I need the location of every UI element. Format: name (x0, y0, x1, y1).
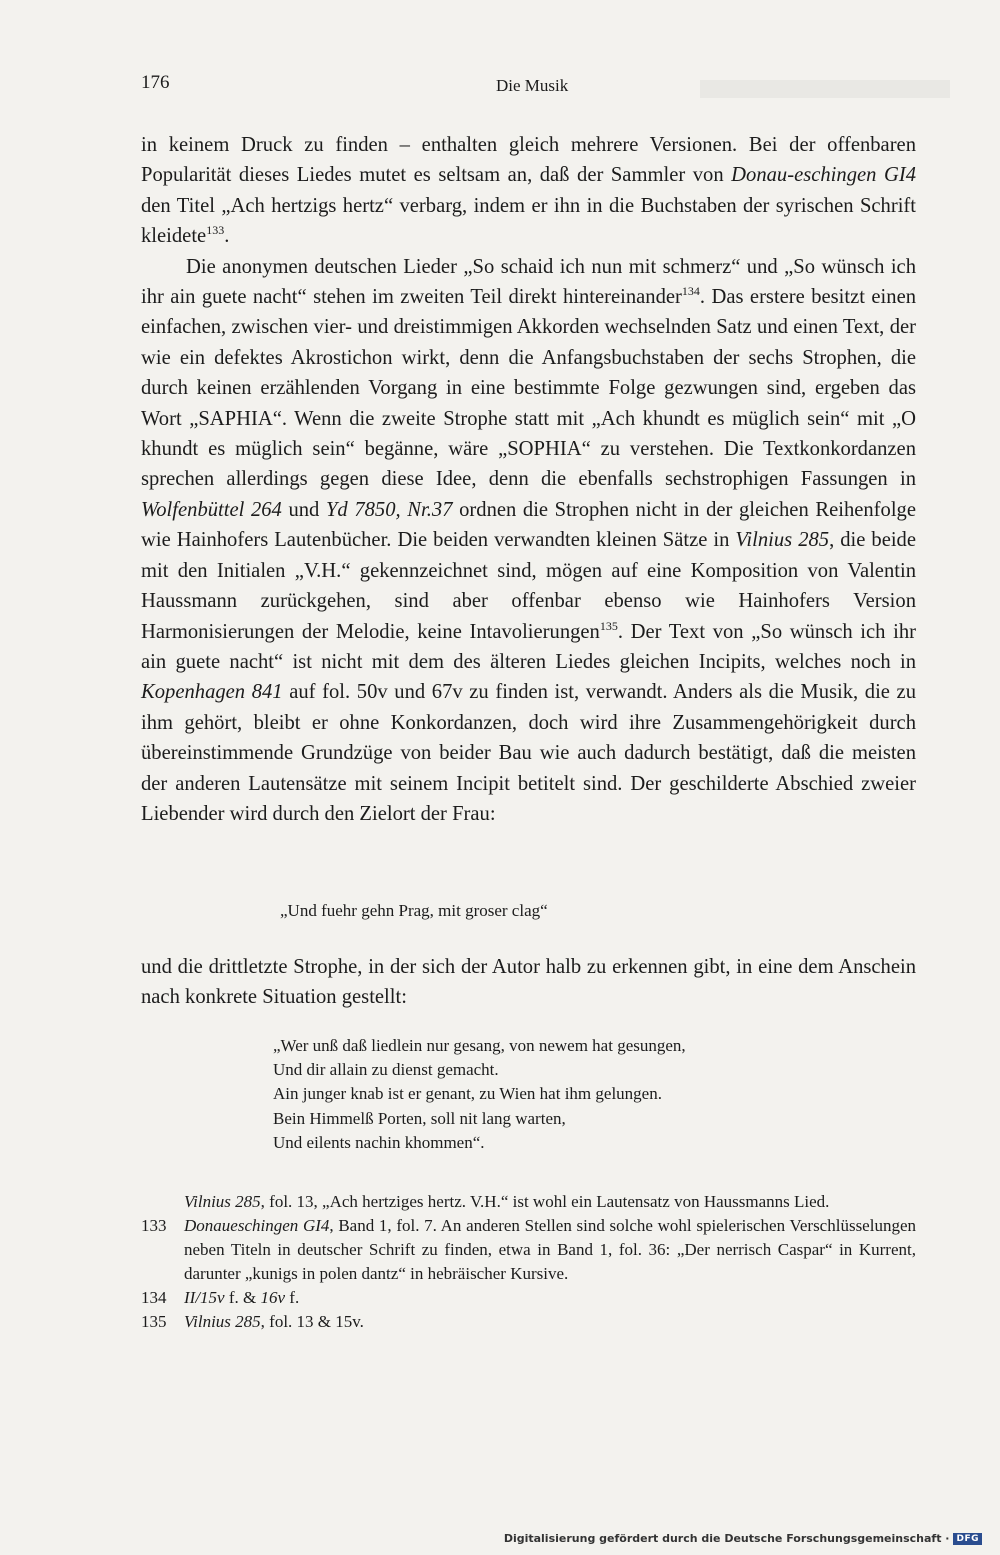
digitization-credit (504, 1532, 982, 1545)
footnote-133 (141, 1214, 916, 1286)
italic-title: II/15v (184, 1288, 225, 1307)
italic-title: Kopenhagen 841 (141, 681, 283, 704)
poem-line: Ain junger knab ist er genant, zu Wien hat ihm gelungen. (273, 1084, 662, 1104)
text-run: , fol. 13, „Ach hertziges hertz. V.H.“ ist wohl ein Lautensatz von Haussmanns Lied. (260, 1192, 830, 1211)
italic-title: Donau-eschingen GI4 (731, 164, 916, 187)
footnote-text (184, 1288, 299, 1307)
text-run: f. & (224, 1288, 261, 1307)
body-text-continued (141, 952, 916, 1013)
footnote-text (184, 1216, 916, 1283)
footnote-text (184, 1192, 829, 1211)
footnotes (141, 1190, 916, 1334)
page-number: 176 (141, 72, 170, 93)
body-text (141, 130, 916, 829)
footnote-number: 133 (141, 1216, 167, 1235)
text-run: Die anonymen deutschen Lieder „So schaid ich nun mit schmerz“ und „So wünsch ich ihr ain guete nacht“ stehen im zweiten Teil direkt hintereinander (141, 255, 916, 309)
italic-title: Donaueschingen GI4 (184, 1216, 330, 1235)
text-run: . Das erstere besitzt einen einfachen, zwischen vier- und dreistimmigen Akkorden wechselnden Satz und einen Text, der wie ein defektes Akrostichon wirkt, denn die Anfangsbuchstaben der sechs Strophen, die durch keinen erzählenden Vorgang in eine bestimmte Folge gezwungen sind, ergeben das Wort „SAPHIA“. Wenn die zweite Strophe statt mit „Ach khundt es müglich sein“ mit „O khundt es müglich sein“ begänne, wäre „SOPHIA“ zu verstehen. Die Textkonkordanzen sprechen allerdings gegen diese Idee, denn die ebenfalls sechstrophigen Fassungen in (141, 286, 917, 491)
footnote-135 (141, 1310, 916, 1334)
text-run: auf fol. 50v und 67v zu finden ist, verwandt. Anders als die Musik, die zu ihm gehört, bleibt er ohne Konkordanzen, doch wird ihre Zusammengehörigkeit durch übereinstimmende Grundzüge von beider Bau wie auch dadurch bestätigt, daß die meisten der anderen Lautensätze mit seinem Incipit betitelt sind. Der geschilderte Abschied zweier Liebender wird durch den Zielort der Frau: (141, 681, 916, 825)
footnote-ref: 135 (599, 618, 618, 633)
text-run: den Titel „Ach hertzigs hertz“ verbarg, indem er ihn in die Buchstaben der syrischen Schrift kleidete (141, 194, 916, 248)
text-run: , Band 1, fol. 7. An anderen Stellen sind solche wohl spielerischen Verschlüsselungen neben Titeln in deutscher Schrift zu finden, etwa in Band 1, fol. 36: „Der nerrisch Caspar“ in Kurrent, darunter „kunigs in polen dantz“ in hebräischer Kursive. (184, 1216, 916, 1283)
running-title: Die Musik (496, 76, 569, 95)
footnote-ref: 133 (206, 223, 225, 238)
digitization-note: Digitalisierung gefördert durch die Deutsche Forschungsgemeinschaft · (503, 1532, 950, 1545)
italic-title: 16v (260, 1288, 286, 1307)
poem-line: Bein Himmelß Porten, soll nit lang warten, (273, 1108, 566, 1128)
text-run: . (224, 225, 230, 248)
poem-line: Und eilents nachin khommen“. (273, 1132, 485, 1152)
text-run: ordnen die Strophen nicht in der gleichen Reihenfolge wie Hainhofers Lautenbücher. Die beiden verwandten kleinen Sätze in (141, 498, 916, 552)
text-run: , die beide mit den Initialen „V.H.“ gekennzeichnet sind, mögen auf eine Komposition von Valentin Haussmann zurückgehen, sind aber offenbar ebenso wie Hainhofers Version Harmonisierungen der Melodie, keine Intavolierungen (141, 529, 916, 643)
paragraph-3: und die drittletzte Strophe, in der sich der Autor halb zu erkennen gibt, in eine dem Anschein nach konkrete Situation gestellt: (141, 956, 916, 1009)
footnote-number: 135 (141, 1312, 167, 1331)
text-run: , fol. 13 & 15v. (260, 1312, 364, 1331)
italic-title: Yd 7850, Nr.37 (325, 498, 453, 521)
italic-title: Wolfenbüttel 264 (141, 498, 282, 521)
footnote-continuation (141, 1190, 916, 1214)
dfg-logo-icon: DFG (953, 1533, 982, 1545)
poem-line: „Wer unß daß liedlein nur gesang, von newem hat gesungen, (273, 1036, 686, 1055)
text-run: f. (285, 1288, 300, 1307)
text-run: in keinem Druck zu finden – enthalten gleich mehrere Versionen. Bei der offenbaren Popularität dieses Liedes mutet es seltsam an, daß der Sammler von (141, 134, 916, 187)
block-quote: „Und fuehr gehn Prag, mit groser clag“ (280, 901, 548, 920)
footnote-ref: 134 (681, 284, 700, 299)
italic-title: Vilnius 285 (184, 1192, 261, 1211)
paragraph-1 (141, 130, 916, 252)
italic-title: Vilnius 285 (735, 529, 830, 552)
paragraph-2 (141, 252, 916, 830)
bleed-through-shadow (700, 80, 950, 98)
italic-title: Vilnius 285 (184, 1312, 261, 1331)
footnote-text (184, 1312, 364, 1331)
footnote-number: 134 (141, 1288, 167, 1307)
footnote-134 (141, 1286, 916, 1310)
poem-quote (273, 1034, 686, 1155)
poem-line: Und dir allain zu dienst gemacht. (273, 1060, 499, 1080)
text-run: . Der Text von „So wünsch ich ihr ain guete nacht“ ist nicht mit dem des älteren Liedes gleichen Incipits, welches noch in (141, 620, 916, 673)
text-run: und (281, 498, 326, 521)
